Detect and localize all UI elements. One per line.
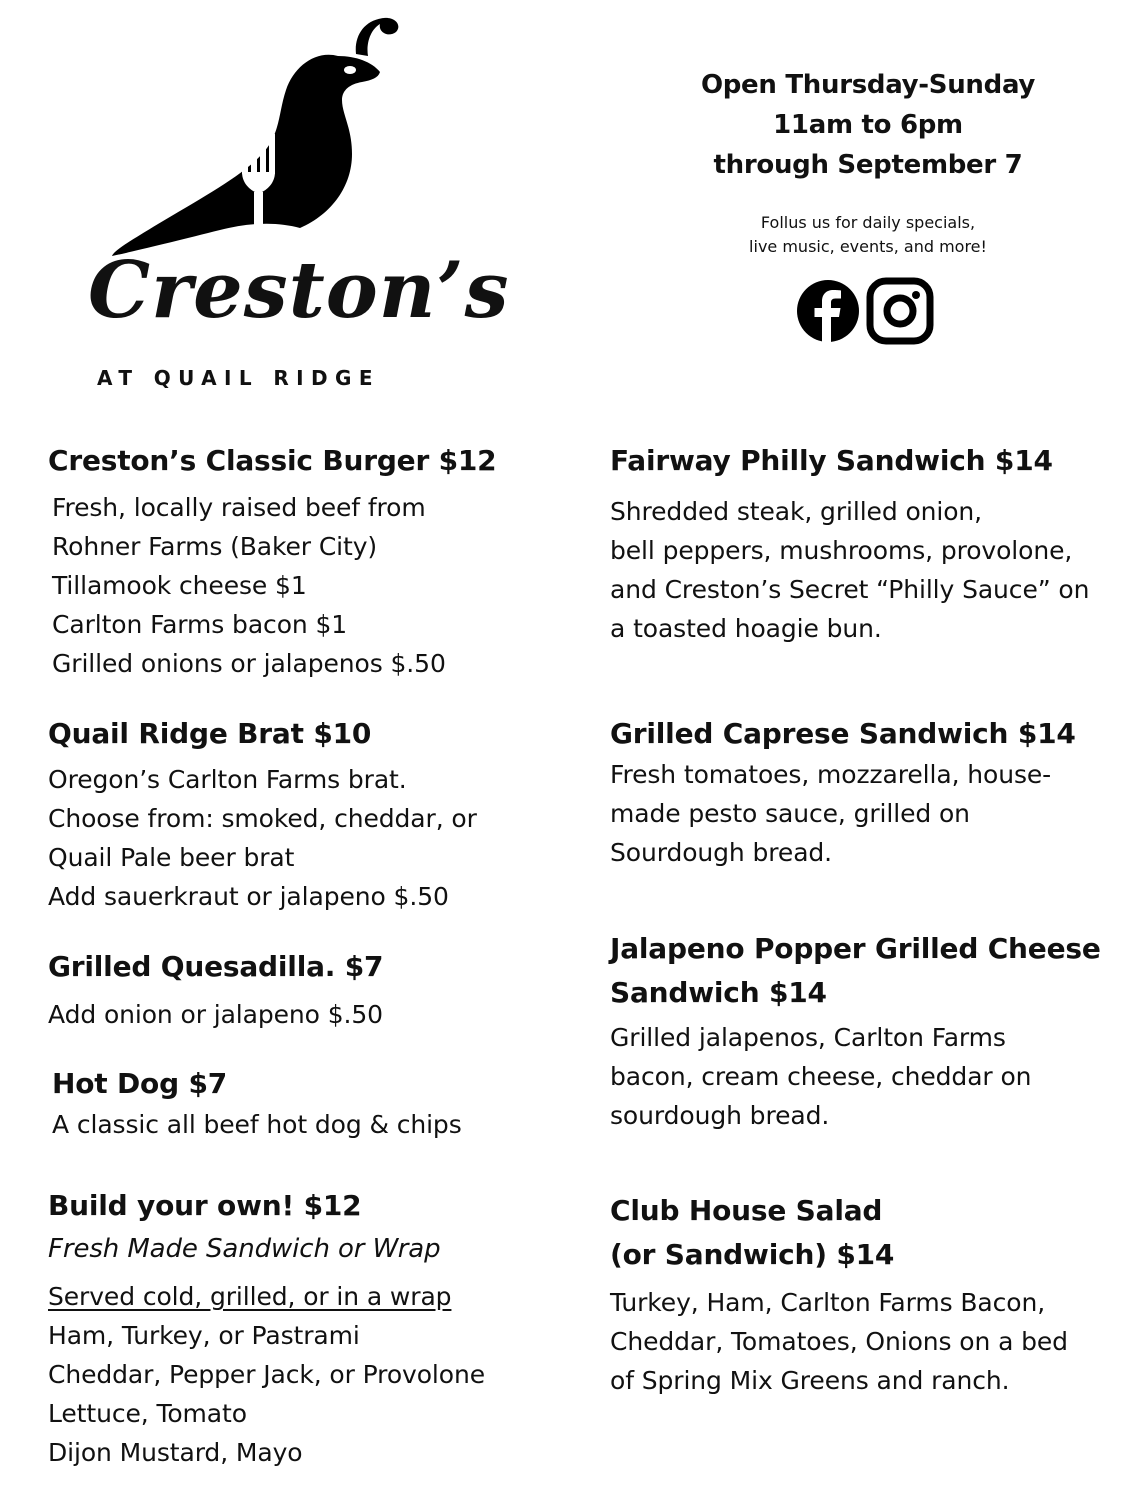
burger-line-3: Tillamook cheese $1: [52, 571, 307, 600]
build-subtitle: Fresh Made Sandwich or Wrap: [48, 1234, 441, 1264]
quail-logo-icon: [88, 16, 408, 266]
popper-title-line-1: Jalapeno Popper Grilled Cheese: [610, 932, 1101, 965]
philly-title: Fairway Philly Sandwich $14: [610, 444, 1053, 477]
hotdog-line-1: A classic all beef hot dog & chips: [52, 1110, 462, 1139]
caprese-line-2: made pesto sauce, grilled on: [610, 799, 970, 828]
hotdog-title: Hot Dog $7: [52, 1067, 228, 1100]
hours-times: 11am to 6pm: [773, 110, 963, 140]
caprese-line-3: Sourdough bread.: [610, 838, 833, 867]
caprese-title: Grilled Caprese Sandwich $14: [610, 717, 1076, 750]
philly-line-2: bell peppers, mushrooms, provolone,: [610, 536, 1073, 565]
philly-line-1: Shredded steak, grilled onion,: [610, 497, 983, 526]
build-title: Build your own! $12: [48, 1189, 362, 1222]
quesadilla-line-1: Add onion or jalapeno $.50: [48, 1000, 383, 1029]
burger-line-4: Carlton Farms bacon $1: [52, 610, 348, 639]
burger-title: Creston’s Classic Burger $12: [48, 444, 497, 477]
popper-line-3: sourdough bread.: [610, 1101, 830, 1130]
quesadilla-title: Grilled Quesadilla. $7: [48, 950, 384, 983]
brand-name: Creston’s: [88, 245, 510, 336]
instagram-icon[interactable]: [866, 277, 934, 345]
build-line-2: Cheddar, Pepper Jack, or Provolone: [48, 1360, 485, 1389]
philly-line-4: a toasted hoagie bun.: [610, 614, 882, 643]
brat-line-4: Add sauerkraut or jalapeno $.50: [48, 882, 449, 911]
clubhouse-line-2: Cheddar, Tomatoes, Onions on a bed: [610, 1327, 1068, 1356]
popper-line-2: bacon, cream cheese, cheddar on: [610, 1062, 1032, 1091]
popper-title-line-2: Sandwich $14: [610, 976, 827, 1009]
social-text-line-2: live music, events, and more!: [749, 237, 987, 256]
brat-title: Quail Ridge Brat $10: [48, 717, 372, 750]
hours-days: Open Thursday-Sunday: [700, 70, 1036, 100]
caprese-line-1: Fresh tomatoes, mozzarella, house-: [610, 760, 1052, 789]
clubhouse-title-line-2: (or Sandwich) $14: [610, 1238, 895, 1271]
burger-line-1: Fresh, locally raised beef from: [52, 493, 426, 522]
popper-line-1: Grilled jalapenos, Carlton Farms: [610, 1023, 1006, 1052]
hours-season: through September 7: [713, 150, 1023, 180]
build-line-4: Dijon Mustard, Mayo: [48, 1438, 303, 1467]
clubhouse-title-line-1: Club House Salad: [610, 1194, 883, 1227]
build-line-1: Ham, Turkey, or Pastrami: [48, 1321, 360, 1350]
brat-line-3: Quail Pale beer brat: [48, 843, 295, 872]
burger-line-2: Rohner Farms (Baker City): [52, 532, 378, 561]
build-served-note: Served cold, grilled, or in a wrap: [48, 1282, 452, 1311]
clubhouse-line-1: Turkey, Ham, Carlton Farms Bacon,: [610, 1288, 1046, 1317]
brat-line-2: Choose from: smoked, cheddar, or: [48, 804, 477, 833]
facebook-icon[interactable]: [796, 279, 860, 343]
clubhouse-line-3: of Spring Mix Greens and ranch.: [610, 1366, 1010, 1395]
burger-line-5: Grilled onions or jalapenos $.50: [52, 649, 446, 678]
build-line-3: Lettuce, Tomato: [48, 1399, 247, 1428]
brat-line-1: Oregon’s Carlton Farms brat.: [48, 765, 407, 794]
philly-line-3: and Creston’s Secret “Philly Sauce” on: [610, 575, 1090, 604]
social-text-line-1: Follus us for daily specials,: [760, 213, 976, 232]
brand-subtitle: AT QUAIL RIDGE: [97, 366, 380, 390]
